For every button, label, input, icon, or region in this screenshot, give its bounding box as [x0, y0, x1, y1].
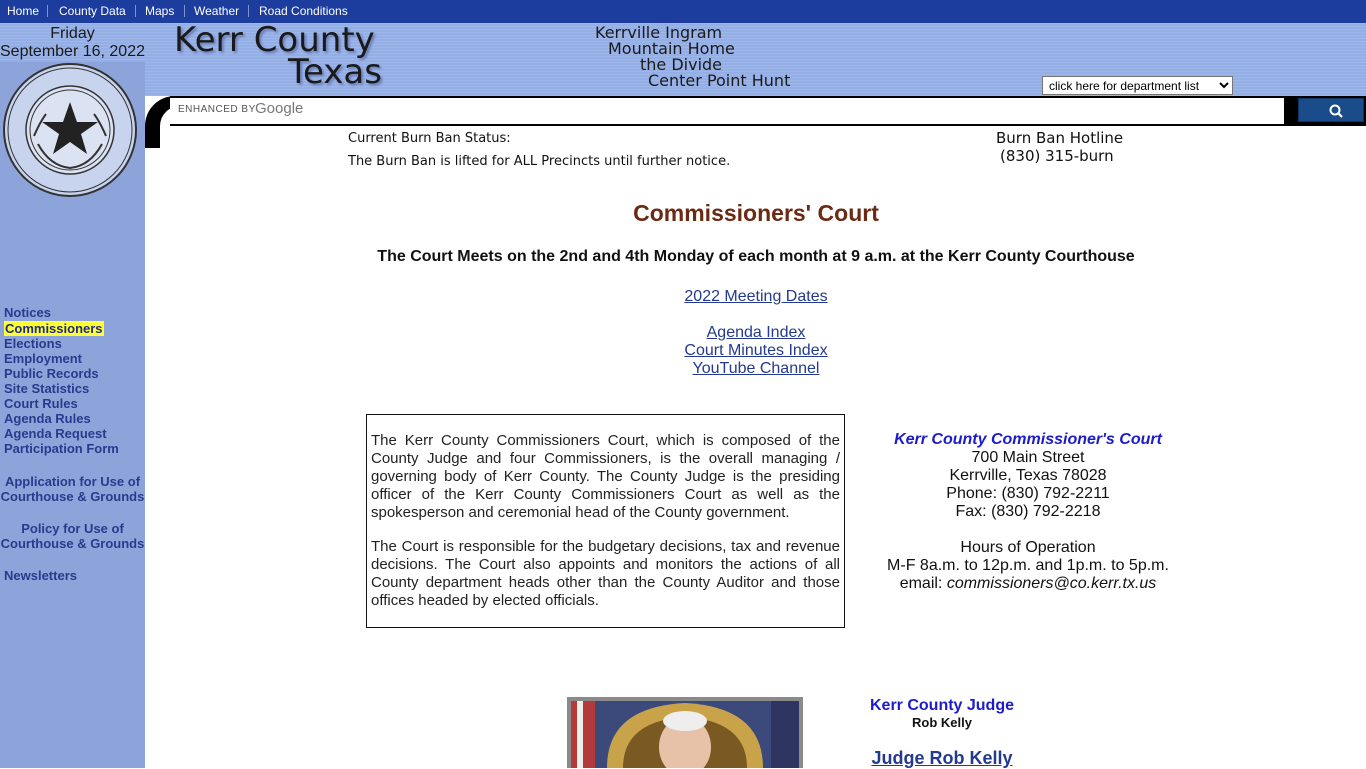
burn-ban-status-text: The Burn Ban is lifted for ALL Precincts until further notice.	[348, 154, 731, 169]
search-icon	[1305, 100, 1366, 122]
search-enhanced-label: ENHANCED BY	[178, 104, 256, 115]
contact-email-label: email:	[899, 575, 943, 592]
contact-title: Kerr County Commissioner's Court	[894, 431, 1162, 448]
sidebar-item-participation-form[interactable]: Participation Form	[4, 441, 119, 456]
meeting-dates-link[interactable]: 2022 Meeting Dates	[684, 288, 828, 305]
page-title: Commissioners' Court	[633, 200, 879, 226]
sidebar-item-public-records[interactable]: Public Records	[4, 366, 99, 381]
sidebar-item-notices[interactable]: Notices	[4, 305, 51, 320]
sidebar-item-agenda-request[interactable]: Agenda Request	[4, 426, 107, 441]
judge-photo	[567, 697, 803, 768]
sidebar-item-newsletters[interactable]: Newsletters	[4, 568, 77, 583]
contact-street: 700 Main Street	[971, 449, 1085, 466]
nav-separator	[184, 5, 185, 17]
judge-title: Kerr County Judge	[869, 697, 1014, 714]
current-date: September 16, 2022	[0, 43, 145, 60]
court-minutes-index-link[interactable]: Court Minutes Index	[684, 342, 828, 359]
agenda-index-link[interactable]: Agenda Index	[706, 324, 806, 341]
burn-ban-hotline-number: (830) 315-burn	[1000, 147, 1114, 165]
department-select[interactable]	[1042, 76, 1233, 95]
sidebar-item-agenda-rules[interactable]: Agenda Rules	[4, 411, 91, 426]
contact-spacer	[870, 521, 1186, 539]
sidebar-item-commissioners[interactable]: Commissioners	[5, 321, 103, 336]
contact-city: Kerrville, Texas 78028	[949, 467, 1107, 484]
contact-fax: Fax: (830) 792-2218	[955, 503, 1101, 520]
contact-email-row	[870, 575, 1186, 593]
site-title-line1: Kerr County	[174, 20, 375, 60]
nav-separator	[135, 5, 136, 17]
search-input[interactable]	[170, 98, 1284, 124]
nav-separator	[47, 5, 48, 17]
contact-block	[870, 431, 1186, 593]
sidebar-item-court-rules[interactable]: Court Rules	[4, 396, 78, 411]
sidebar-item-elections[interactable]: Elections	[4, 336, 62, 351]
sidebar-item-policy-use-line1[interactable]: Policy for Use of	[21, 521, 124, 536]
meeting-schedule: The Court Meets on the 2nd and 4th Monday of each month at 9 a.m. at the Kerr County Courthouse	[377, 248, 1135, 265]
town-list-line4: Center Point Hunt	[648, 71, 791, 90]
contact-phone: Phone: (830) 792-2211	[946, 485, 1110, 502]
texas-seal-icon	[0, 62, 145, 198]
contact-hours: M-F 8a.m. to 12p.m. and 1p.m. to 5p.m.	[887, 557, 1169, 574]
town-list-line3: the Divide	[640, 55, 723, 74]
nav-home[interactable]: Home	[7, 4, 40, 18]
nav-road-conditions[interactable]: Road Conditions	[259, 4, 348, 18]
current-day: Friday	[50, 25, 95, 42]
site-title-line2: Texas	[288, 52, 382, 92]
sidebar-item-site-statistics[interactable]: Site Statistics	[4, 381, 90, 396]
judge-name: Rob Kelly	[912, 715, 972, 730]
burn-ban-hotline-label: Burn Ban Hotline	[996, 129, 1124, 147]
contact-email[interactable]: commissioners@co.kerr.tx.us	[946, 575, 1157, 592]
burn-ban-status-label: Current Burn Ban Status:	[348, 131, 511, 146]
town-list-line2: Mountain Home	[608, 39, 735, 58]
sidebar-item-application-use-line2[interactable]: Courthouse & Grounds	[0, 489, 145, 504]
search-button[interactable]	[1298, 98, 1364, 122]
youtube-channel-link[interactable]: YouTube Channel	[692, 360, 820, 377]
contact-hours-label: Hours of Operation	[960, 539, 1096, 556]
court-description-para2: The Court is responsible for the budgetary decisions, tax and revenue decisions. The Court also appoints and monitors the actions of all County department heads other than the County Auditor and those offices headed by elected officials.	[371, 538, 840, 609]
judge-portrait-image	[567, 697, 803, 768]
nav-county-data[interactable]: County Data	[59, 4, 126, 18]
sidebar-item-employment[interactable]: Employment	[4, 351, 83, 366]
sidebar-item-policy-use-line2[interactable]: Courthouse & Grounds	[0, 536, 145, 551]
court-description-para1: The Kerr County Commissioners Court, which is composed of the County Judge and four Commissioners, is the overall managing / governing body of Kerr County. The County Judge is the presiding officer of the Kerr County Commissioners Court as well as the spokesperson and ceremonial head of the County government.	[371, 432, 840, 521]
town-list-line1: Kerrville Ingram	[595, 23, 723, 42]
search-google-brand: Google	[255, 100, 304, 117]
nav-weather[interactable]: Weather	[194, 4, 240, 18]
nav-maps[interactable]: Maps	[145, 4, 175, 18]
judge-profile-link[interactable]: Judge Rob Kelly	[871, 748, 1013, 768]
sidebar-item-application-use-line1[interactable]: Application for Use of	[4, 474, 141, 489]
nav-separator	[248, 5, 249, 17]
